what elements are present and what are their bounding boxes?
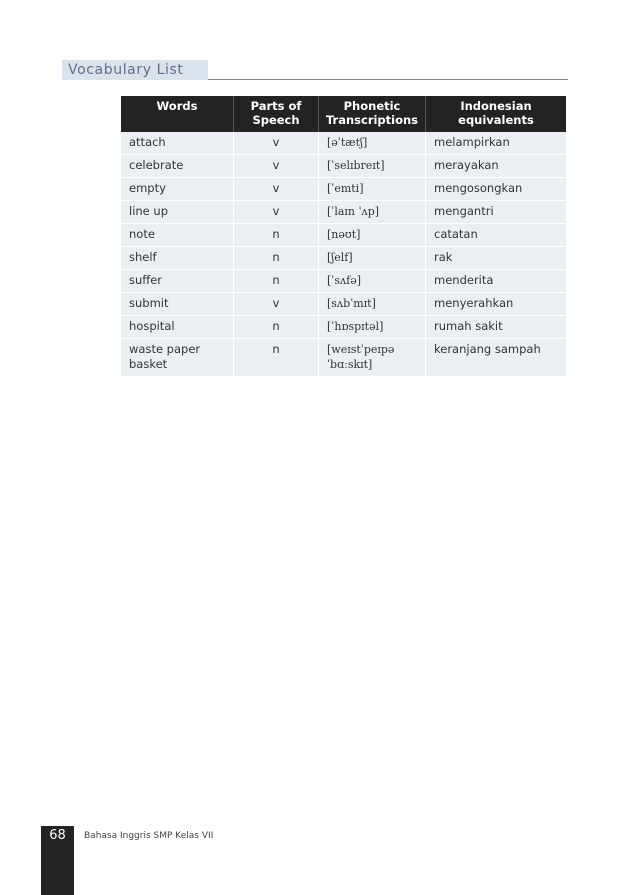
phonetic-cell: [ˈhɒspɪtəl] [319, 316, 426, 339]
word-cell: waste paper basket [121, 339, 234, 377]
table-row [121, 201, 566, 224]
word-cell: hospital [121, 316, 234, 339]
page-number: 68 [49, 828, 66, 843]
indonesian-cell: keranjang sampah [426, 339, 567, 377]
phonetic-cell: [ʃelf] [319, 247, 426, 270]
table-row [121, 178, 566, 201]
header-indonesian: Indonesian equivalents [426, 96, 567, 132]
indonesian-cell: rak [426, 247, 567, 270]
phonetic-cell: [ˈemti] [319, 178, 426, 201]
pos-cell: n [234, 316, 319, 339]
table-row [121, 270, 566, 293]
pos-cell: v [234, 155, 319, 178]
indonesian-cell: melampirkan [426, 132, 567, 155]
word-cell: shelf [121, 247, 234, 270]
phonetic-cell: [ˈsʌfə] [319, 270, 426, 293]
pos-cell: n [234, 270, 319, 293]
table-header-row [121, 96, 566, 132]
header-phonetic: Phonetic Transcriptions [319, 96, 426, 132]
pos-cell: n [234, 224, 319, 247]
pos-cell: v [234, 132, 319, 155]
indonesian-cell: mengantri [426, 201, 567, 224]
word-cell: note [121, 224, 234, 247]
indonesian-cell: menyerahkan [426, 293, 567, 316]
indonesian-cell: merayakan [426, 155, 567, 178]
table-row [121, 247, 566, 270]
table-row [121, 293, 566, 316]
phonetic-cell: [weɪstˈpeɪpə ˈbɑːskɪt] [319, 339, 426, 377]
table-row [121, 316, 566, 339]
phonetic-cell: [ˈlaɪn ˈʌp] [319, 201, 426, 224]
table-row [121, 132, 566, 155]
pos-cell: v [234, 178, 319, 201]
indonesian-cell: menderita [426, 270, 567, 293]
phonetic-cell: [əˈtætʃ] [319, 132, 426, 155]
phonetic-cell: [ˈselɪbreɪt] [319, 155, 426, 178]
vocabulary-table [121, 96, 566, 377]
header-words: Words [121, 96, 234, 132]
word-cell: empty [121, 178, 234, 201]
indonesian-cell: catatan [426, 224, 567, 247]
header-parts-of-speech: Parts of Speech [234, 96, 319, 132]
word-cell: submit [121, 293, 234, 316]
table-row [121, 155, 566, 178]
table-row [121, 224, 566, 247]
pos-cell: v [234, 201, 319, 224]
footer-book-title: Bahasa Inggris SMP Kelas VII [84, 831, 214, 841]
indonesian-cell: rumah sakit [426, 316, 567, 339]
word-cell: suffer [121, 270, 234, 293]
table-row [121, 339, 566, 377]
section-title: Vocabulary List [62, 60, 208, 80]
phonetic-cell: [sʌbˈmɪt] [319, 293, 426, 316]
section-header [62, 60, 568, 82]
section-divider [208, 79, 568, 80]
pos-cell: v [234, 293, 319, 316]
pos-cell: n [234, 339, 319, 377]
phonetic-cell: [nəʊt] [319, 224, 426, 247]
indonesian-cell: mengosongkan [426, 178, 567, 201]
word-cell: attach [121, 132, 234, 155]
word-cell: line up [121, 201, 234, 224]
footer-page-tab [41, 826, 74, 895]
pos-cell: n [234, 247, 319, 270]
word-cell: celebrate [121, 155, 234, 178]
